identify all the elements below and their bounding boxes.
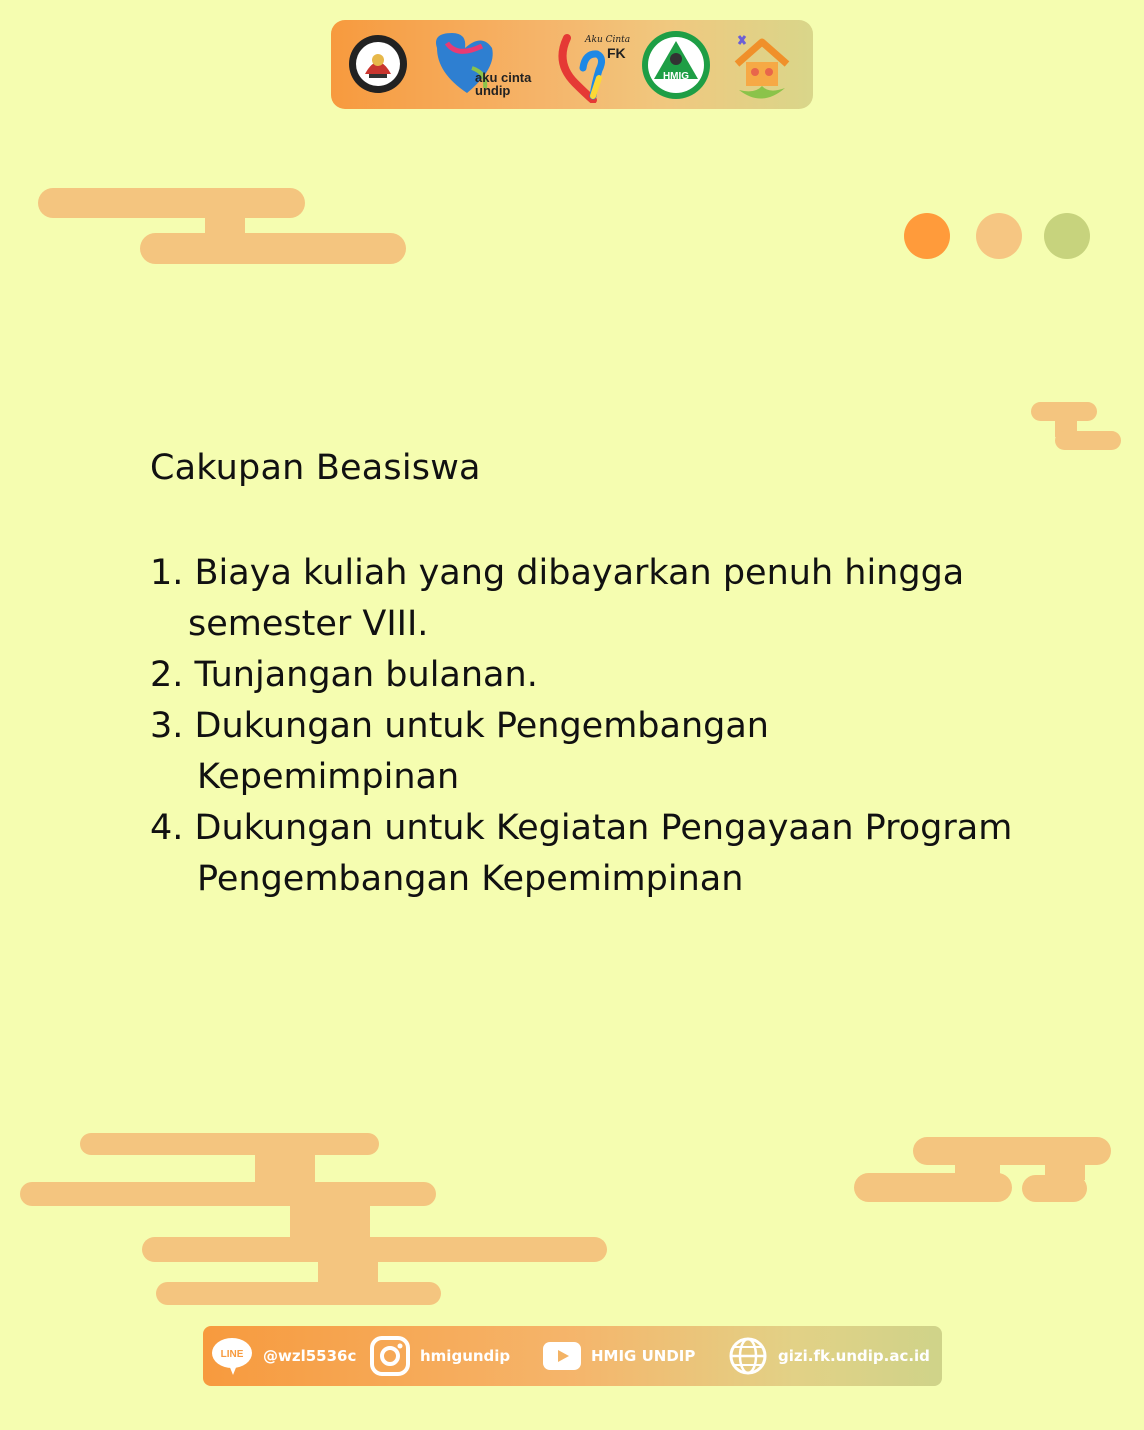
svg-text:Aku Cinta: Aku Cinta xyxy=(585,35,631,45)
scholarship-list xyxy=(150,548,1050,905)
svg-text:aku cinta: aku cinta xyxy=(475,70,532,85)
footer-website[interactable] xyxy=(728,1326,930,1386)
footer-social-bar xyxy=(203,1326,942,1386)
list-item xyxy=(150,701,1050,803)
aku-cinta-undip-logo xyxy=(427,28,537,103)
item-text-continued: semester VIII. xyxy=(188,604,429,644)
item-text-continued: Pengembangan Kepemimpinan xyxy=(197,859,744,899)
footer-youtube[interactable] xyxy=(543,1326,695,1386)
instagram-handle: hmigundip xyxy=(420,1347,511,1365)
cloud-decoration xyxy=(1055,431,1121,450)
cloud-decoration xyxy=(20,1182,436,1206)
cloud-decoration xyxy=(255,1150,315,1185)
list-item xyxy=(150,650,1050,701)
item-text-continued: Kepemimpinan xyxy=(197,757,460,797)
item-text: Biaya kuliah yang dibayarkan penuh hingga xyxy=(194,553,965,593)
cloud-decoration xyxy=(854,1173,1012,1202)
cloud-decoration xyxy=(156,1282,441,1305)
item-text: Tunjangan bulanan. xyxy=(194,655,538,695)
svg-text:LINE: LINE xyxy=(220,1349,244,1360)
svg-text:undip: undip xyxy=(475,83,511,98)
footer-line[interactable] xyxy=(211,1326,356,1386)
svg-text:HMIG: HMIG xyxy=(662,71,690,82)
undip-seal-logo xyxy=(347,30,409,98)
dot-orange xyxy=(904,213,950,259)
item-number: 2. xyxy=(150,655,184,695)
footer-instagram[interactable] xyxy=(370,1326,510,1386)
item-number: 1. xyxy=(150,553,184,593)
aku-cinta-fk-logo xyxy=(555,28,631,103)
cloud-decoration xyxy=(290,1202,370,1242)
header-logo-bar xyxy=(331,20,813,109)
cloud-decoration xyxy=(38,188,305,218)
item-number: 3. xyxy=(150,706,184,746)
dot-green xyxy=(1044,213,1090,259)
cloud-decoration xyxy=(80,1133,379,1155)
item-text: Dukungan untuk Kegiatan Pengayaan Program xyxy=(194,808,1013,848)
website-url: gizi.fk.undip.ac.id xyxy=(778,1347,930,1365)
list-item xyxy=(150,548,1050,650)
globe-icon xyxy=(728,1336,768,1376)
dot-peach xyxy=(976,213,1022,259)
svg-text:FK: FK xyxy=(607,45,626,61)
line-handle: @wzl5536c xyxy=(263,1347,357,1365)
page-title: Cakupan Beasiswa xyxy=(150,448,481,488)
youtube-icon xyxy=(543,1342,581,1370)
house-leaf-logo xyxy=(729,28,795,103)
hmig-logo xyxy=(640,29,712,101)
line-icon xyxy=(211,1335,253,1377)
cloud-decoration xyxy=(140,233,406,264)
item-text: Dukungan untuk Pengembangan xyxy=(194,706,769,746)
instagram-icon xyxy=(370,1336,410,1376)
youtube-channel: HMIG UNDIP xyxy=(591,1347,696,1365)
item-number: 4. xyxy=(150,808,184,848)
list-item xyxy=(150,803,1050,905)
cloud-decoration xyxy=(1022,1175,1087,1202)
